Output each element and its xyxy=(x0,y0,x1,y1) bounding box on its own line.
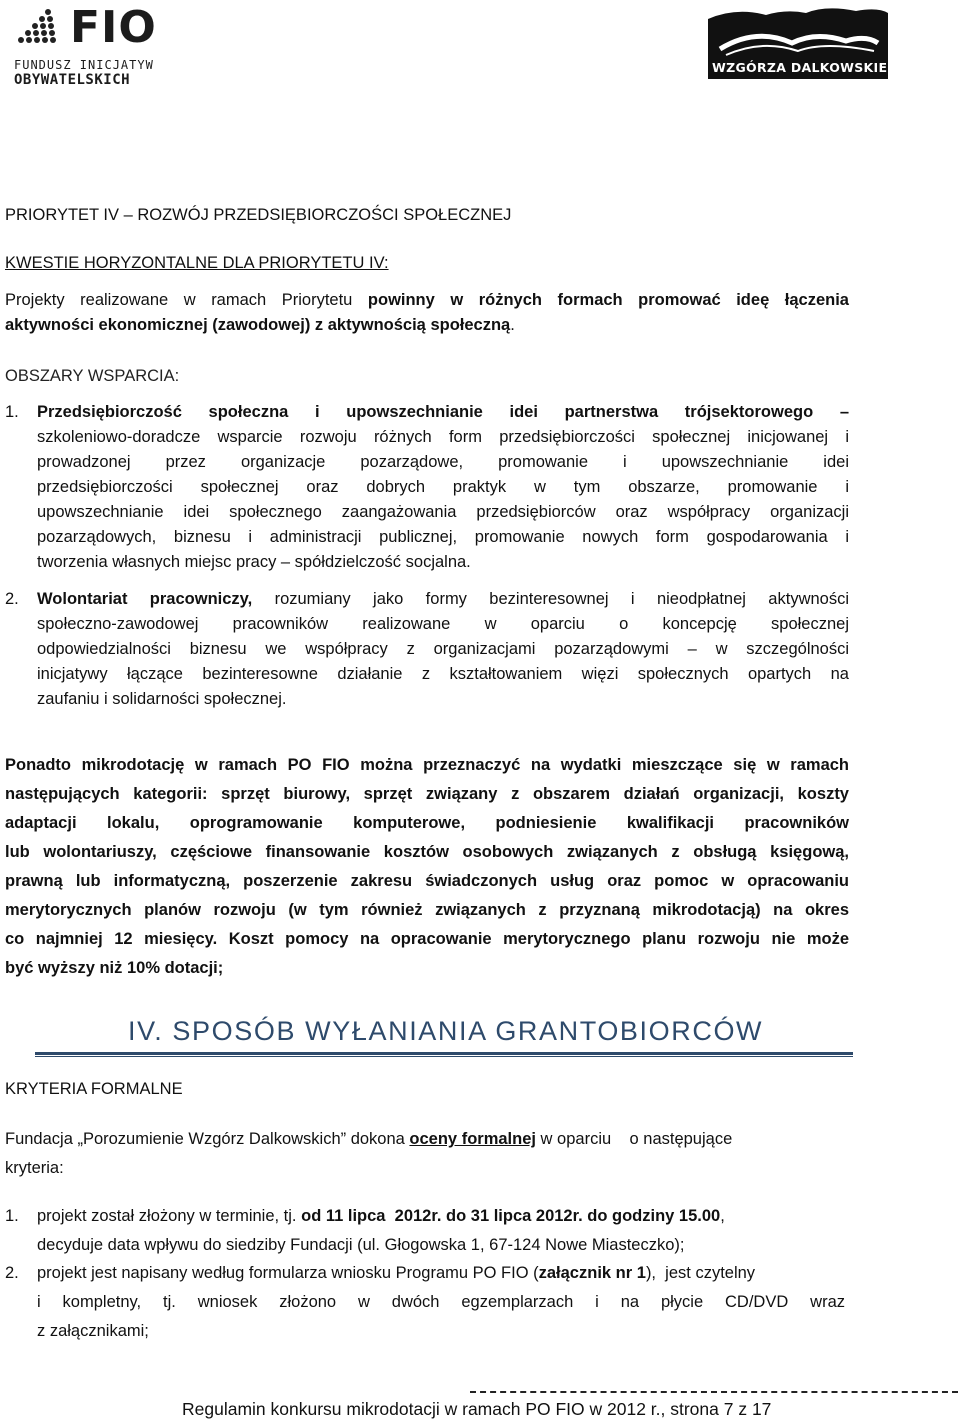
priority-intro xyxy=(5,288,849,338)
criterion-2-part: ), jest czytelny xyxy=(645,1264,756,1282)
criterion-1-line: decyduje data wpływu do siedziby Fundacji (ul. Głogowska 1, 67-124 Nowe Miasteczko); xyxy=(37,1236,685,1254)
microgrant-line: lub wolontariuszy, częściowe finansowanie kosztów osobowych związanych z obsługą księgową, xyxy=(5,843,849,861)
criterion-1-part: , xyxy=(720,1207,725,1225)
section-4-title: IV. SPOSÓB WYŁANIANIA GRANTOBIORCÓW xyxy=(128,1016,764,1046)
area-1-line: tworzenia własnych miejsc pracy – spółdzielczość socjalna. xyxy=(37,553,471,571)
criterion-1-number: 1. xyxy=(5,1207,19,1225)
criterion-2-text xyxy=(37,1259,845,1346)
microgrant-line: merytorycznych planów rozwoju (w tym również związanych z przyznaną mikrodotacją) na okres xyxy=(5,901,849,919)
microgrant-line: prawną lub informatyczną, poszerzenie zakresu świadczonych usług oraz pomoc w opracowaniu xyxy=(5,872,849,890)
area-2-line: inicjatywy łączące bezinteresowne działanie z kształtowaniem więzi społecznych opartych na xyxy=(37,665,849,683)
fio-logo-subtitle-2: OBYWATELSKICH xyxy=(14,72,131,88)
microgrant-paragraph xyxy=(5,751,849,983)
criterion-2-number: 2. xyxy=(5,1264,19,1282)
criterion-1-part: projekt został złożony w terminie, tj. xyxy=(37,1207,302,1225)
area-2-text xyxy=(37,587,849,712)
microgrant-line: co najmniej 12 miesięcy. Koszt pomocy na opracowanie merytorycznego planu rozwoju nie może xyxy=(5,930,849,948)
area-1-line: przedsiębiorczości społecznej oraz dobrych praktyk w tym obszarze, promowanie i xyxy=(37,478,849,496)
area-2-number: 2. xyxy=(5,590,19,608)
section-4-rule xyxy=(35,1052,853,1057)
formal-criteria-heading: KRYTERIA FORMALNE xyxy=(5,1080,183,1098)
support-areas-heading: OBSZARY WSPARCIA: xyxy=(5,367,180,385)
intro-text: Projekty realizowane w ramach Priorytetu xyxy=(5,291,368,309)
criterion-2-part: projekt jest napisany według formularza wniosku Programu PO FIO ( xyxy=(37,1264,539,1282)
area-1-text xyxy=(37,400,849,575)
area-1-line: upowszechnianie idei społecznego zaangażowania przedsiębiorców oraz współpracy organizacji xyxy=(37,503,849,521)
criteria-intro-text-3: kryteria: xyxy=(5,1159,64,1177)
area-1-line: prowadzonej przez organizacje pozarządowe, promowanie i upowszechnianie idei xyxy=(37,453,849,471)
microgrant-line: następujących kategorii: sprzęt biurowy, sprzęt związany z obszarem działań organizacji, koszty xyxy=(5,785,849,803)
criterion-2-line: i kompletny, tj. wniosek złożono w dwóch egzemplarzach i na płycie CD/DVD wraz xyxy=(37,1293,845,1311)
area-2-line: zaufaniu i solidarności społecznej. xyxy=(37,690,287,708)
formal-assessment-underlined: oceny formalnej xyxy=(409,1130,536,1148)
area-2-line: społeczno-zawodowej pracowników realizowane w oparciu o koncepcję społecznej xyxy=(37,615,849,633)
criterion-2-attachment: załącznik nr 1 xyxy=(538,1264,646,1282)
criteria-intro-text: Fundacja „Porozumienie Wzgórz Dalkowskich” dokona xyxy=(5,1130,410,1148)
priority-title: PRIORYTET IV – ROZWÓJ PRZEDSIĘBIORCZOŚCI SPOŁECZNEJ xyxy=(5,206,512,224)
footer-text: Regulamin konkursu mikrodotacji w ramach PO FIO w 2012 r., strona 7 z 17 xyxy=(182,1399,772,1419)
area-1-title: Przedsiębiorczość społeczna i upowszechnianie idei partnerstwa trójsektorowego – xyxy=(37,403,849,421)
wzgorza-dalkowskie-logo xyxy=(706,5,890,83)
wzgorza-dalkowskie-text: WZGÓRZA DALKOWSKIE xyxy=(712,60,888,75)
area-1-number: 1. xyxy=(5,403,19,421)
area-2-line: odpowiedzialności biznesu we współpracy z organizacjami pozarządowymi – w szczególności xyxy=(37,640,849,658)
intro-bold-2: aktywności ekonomicznej (zawodowej) z aktywnością społeczną xyxy=(5,316,511,334)
criteria-intro-text-2: w oparciu o następujące xyxy=(535,1130,733,1148)
intro-bold: powinny w różnych formach promować ideę łączenia xyxy=(367,291,849,309)
criterion-1-text xyxy=(37,1202,845,1260)
area-1-line: pozarządowych, biznesu i administracji publicznej, promowanie nowych form gospodarowania i xyxy=(37,528,849,546)
criterion-1-deadline: od 11 lipca 2012r. do 31 lipca 2012r. do godziny 15.00 xyxy=(301,1207,721,1225)
horizontal-issues-heading: KWESTIE HORYZONTALNE DLA PRIORYTETU IV: xyxy=(5,254,389,272)
criterion-2-line: z załącznikami; xyxy=(37,1322,149,1340)
area-1-line: szkoleniowo-doradcze wsparcie rozwoju różnych form przedsiębiorczości społecznej inicjowanej i xyxy=(37,428,849,446)
area-2-title: Wolontariat pracowniczy, xyxy=(37,590,253,608)
footer-dashed-rule xyxy=(470,1391,958,1393)
area-2-line: rozumiany jako formy bezinteresownej i nieodpłatnej aktywności xyxy=(252,590,849,608)
fio-logo-title: FIO xyxy=(70,2,157,53)
microgrant-line: być wyższy niż 10% dotacji; xyxy=(5,959,224,977)
microgrant-line: Ponadto mikrodotację w ramach PO FIO można przeznaczyć na wydatki mieszczące się w ramach xyxy=(5,756,849,774)
intro-end: . xyxy=(510,316,515,334)
fio-logo-subtitle-1: FUNDUSZ INICJATYW xyxy=(14,58,154,72)
fio-logo xyxy=(8,2,178,92)
formal-criteria-intro xyxy=(5,1125,849,1183)
microgrant-line: adaptacji lokalu, oprogramowanie komputerowe, podniesienie kwalifikacji pracowników xyxy=(5,814,849,832)
